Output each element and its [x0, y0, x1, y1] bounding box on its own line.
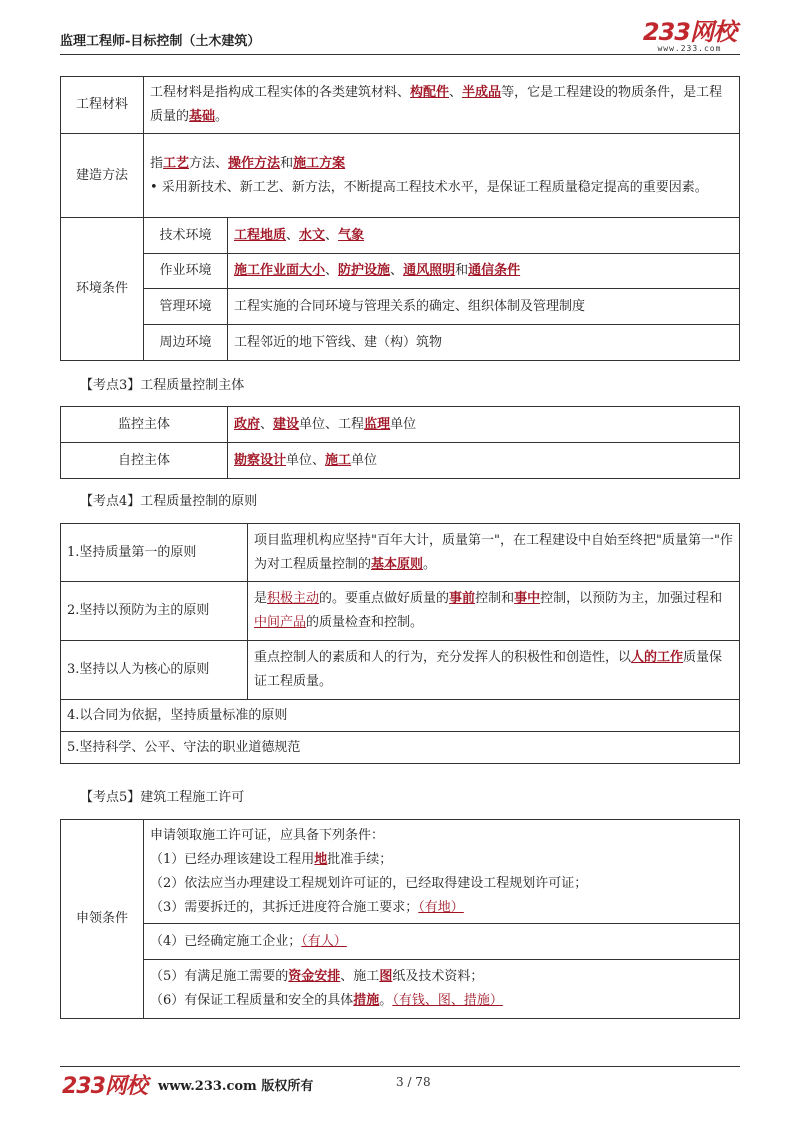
table-row [61, 407, 740, 443]
permit-conditions-table [60, 819, 740, 1019]
sub-content: 工程邻近的地下管线、建（构）筑物 [228, 325, 740, 361]
table-row [61, 134, 740, 218]
principle-content: 是积极主动的。要重点做好质量的事前控制和事中控制，以预防为主，加强过程和中间产品的质量检查和控制。 [248, 582, 740, 641]
logo-text: 233网校 [642, 18, 736, 46]
quality-factors-table [60, 76, 740, 361]
table-row [61, 732, 740, 764]
sub-content: 工程实施的合同环境与管理关系的确定、组织体制及管理制度 [228, 289, 740, 325]
table-row [61, 254, 740, 289]
sub-label: 作业环境 [144, 254, 228, 289]
table-row [61, 524, 740, 582]
footer-logo: 233网校 [62, 1074, 147, 1099]
logo-url: www.233.com [657, 44, 722, 53]
row-label: 建造方法 [61, 134, 144, 218]
table-row [61, 443, 740, 479]
footer-copyright: www.233.com 版权所有 [158, 1079, 314, 1094]
table-row [61, 641, 740, 700]
header-rule [60, 54, 740, 55]
sub-content: 施工作业面大小、防护设施、通风照明和通信条件 [228, 254, 740, 289]
table-row [61, 820, 740, 924]
footer-rule [60, 1066, 740, 1067]
brand-logo [643, 20, 736, 53]
row-content: 指工艺方法、操作方法和施工方案 • 采用新技术、新工艺、新方法，不断提高工程技术水平，是保证工程质量稳定提高的重要因素。 [144, 134, 740, 218]
principle-content: 重点控制人的素质和人的行为，充分发挥人的积极性和创造性，以人的工作质量保证工程质量。 [248, 641, 740, 700]
table-row [61, 700, 740, 732]
row-label: 申领条件 [61, 820, 144, 1019]
row-label: 工程材料 [61, 77, 144, 134]
page-number: 3 / 78 [396, 1075, 431, 1089]
sub-label: 周边环境 [144, 325, 228, 361]
section-heading: 【考点5】建筑工程施工许可 [80, 790, 245, 805]
row-content: 政府、建设单位、工程监理单位 [228, 407, 740, 443]
sub-label: 技术环境 [144, 218, 228, 254]
principle-label: 5.坚持科学、公平、守法的职业道德规范 [61, 732, 740, 764]
condition-block: （4）已经确定施工企业；（有人） [144, 924, 740, 960]
table-row [61, 960, 740, 1019]
table-row [61, 218, 740, 254]
section-heading: 【考点4】工程质量控制的原则 [80, 494, 258, 509]
principle-content: 项目监理机构应坚持"百年大计，质量第一"，在工程建设中自始至终把"质量第一"作为对工程质量控制的基本原则。 [248, 524, 740, 582]
document-title: 监理工程师-目标控制（土木建筑） [60, 34, 261, 49]
table-row [61, 924, 740, 960]
condition-block: （5）有满足施工需要的资金安排、施工图纸及技术资料； （6）有保证工程质量和安全的具体措施。（有钱、图、措施） [144, 960, 740, 1019]
row-label: 自控主体 [61, 443, 228, 479]
row-content: 勘察设计单位、施工单位 [228, 443, 740, 479]
table-row [61, 77, 740, 134]
principle-label: 2.坚持以预防为主的原则 [61, 582, 248, 641]
section-heading: 【考点3】工程质量控制主体 [80, 378, 245, 393]
principle-label: 3.坚持以人为核心的原则 [61, 641, 248, 700]
sub-label: 管理环境 [144, 289, 228, 325]
table-row [61, 582, 740, 641]
row-content: 工程材料是指构成工程实体的各类建筑材料、构配件、半成品等，它是工程建设的物质条件，是工程质量的基础。 [144, 77, 740, 134]
principle-label: 1.坚持质量第一的原则 [61, 524, 248, 582]
table-row [61, 289, 740, 325]
principle-label: 4.以合同为依据，坚持质量标准的原则 [61, 700, 740, 732]
row-label: 监控主体 [61, 407, 228, 443]
control-subject-table [60, 406, 740, 479]
principles-table [60, 523, 740, 764]
sub-content: 工程地质、水文、气象 [228, 218, 740, 254]
condition-block: 申请领取施工许可证，应具备下列条件： （1）已经办理该建设工程用地批准手续； （2）依法应当办理建设工程规划许可证的，已经取得建设工程规划许可证； （3）需要拆迁的，其拆迁进度符合施工要求；（有地） [144, 820, 740, 924]
table-row [61, 325, 740, 361]
row-label: 环境条件 [61, 218, 144, 361]
